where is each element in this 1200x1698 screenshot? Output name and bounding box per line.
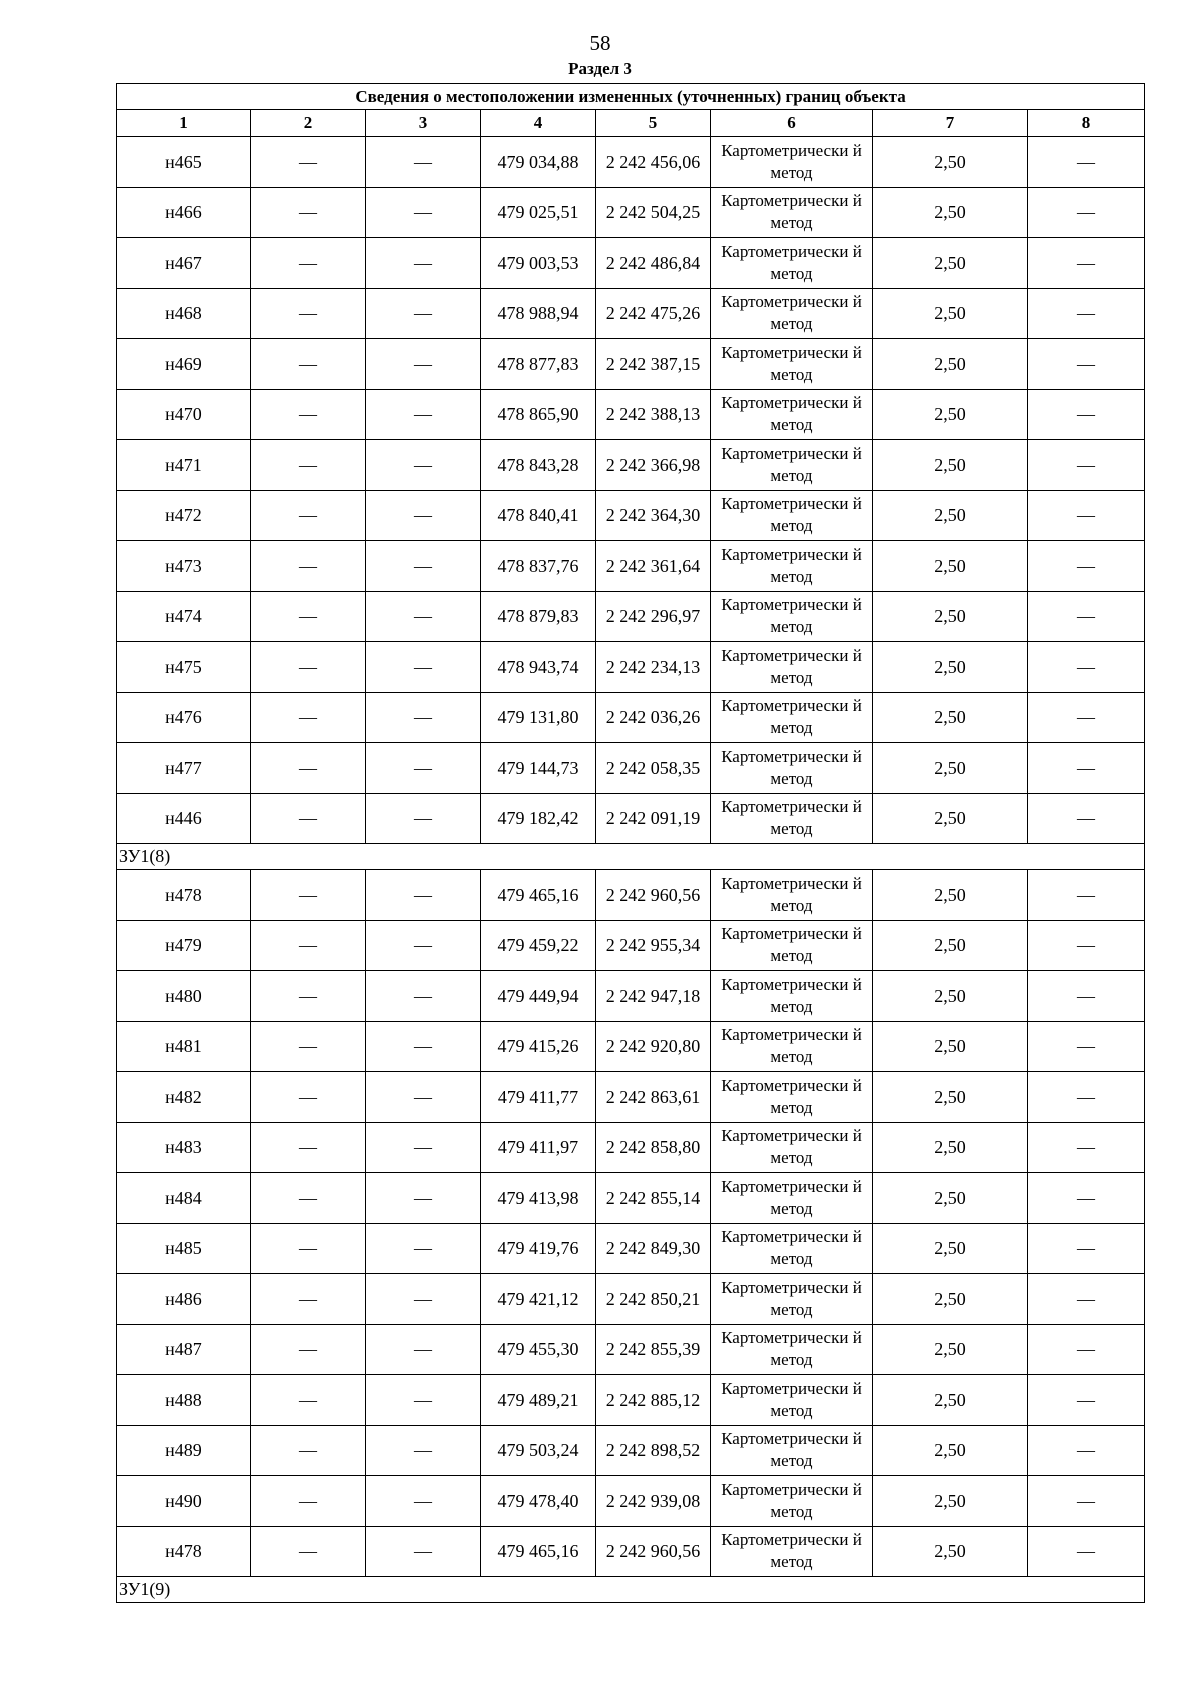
y-coordinate-cell: 2 242 387,15 <box>596 339 711 390</box>
dash-cell: — <box>251 238 366 289</box>
accuracy-cell: 2,50 <box>873 1072 1028 1123</box>
dash-cell: — <box>1028 1526 1145 1577</box>
dash-cell: — <box>1028 288 1145 339</box>
dash-cell: — <box>366 1274 481 1325</box>
column-header: 6 <box>711 110 873 137</box>
dash-cell: — <box>1028 743 1145 794</box>
point-id-cell: н446 <box>117 793 251 844</box>
dash-cell: — <box>1028 187 1145 238</box>
table-caption: Сведения о местоположении измененных (уточненных) границ объекта <box>117 84 1145 110</box>
dash-cell: — <box>251 743 366 794</box>
dash-cell: — <box>366 389 481 440</box>
point-id-cell: н468 <box>117 288 251 339</box>
table-row <box>117 1021 1145 1072</box>
dash-cell: — <box>1028 1173 1145 1224</box>
method-cell: Картометрически й метод <box>711 692 873 743</box>
table-row <box>117 389 1145 440</box>
table-row <box>117 1425 1145 1476</box>
dash-cell: — <box>366 440 481 491</box>
dash-cell: — <box>366 238 481 289</box>
table-row <box>117 238 1145 289</box>
accuracy-cell: 2,50 <box>873 591 1028 642</box>
y-coordinate-cell: 2 242 504,25 <box>596 187 711 238</box>
x-coordinate-cell: 479 478,40 <box>481 1476 596 1527</box>
table-row <box>117 137 1145 188</box>
method-cell: Картометрически й метод <box>711 1425 873 1476</box>
dash-cell: — <box>366 1375 481 1426</box>
dash-cell: — <box>366 870 481 921</box>
accuracy-cell: 2,50 <box>873 339 1028 390</box>
y-coordinate-cell: 2 242 855,39 <box>596 1324 711 1375</box>
y-coordinate-cell: 2 242 366,98 <box>596 440 711 491</box>
accuracy-cell: 2,50 <box>873 288 1028 339</box>
column-header: 3 <box>366 110 481 137</box>
x-coordinate-cell: 479 489,21 <box>481 1375 596 1426</box>
dash-cell: — <box>251 187 366 238</box>
method-cell: Картометрически й метод <box>711 187 873 238</box>
method-cell: Картометрически й метод <box>711 793 873 844</box>
y-coordinate-cell: 2 242 456,06 <box>596 137 711 188</box>
dash-cell: — <box>1028 238 1145 289</box>
point-id-cell: н475 <box>117 642 251 693</box>
y-coordinate-cell: 2 242 885,12 <box>596 1375 711 1426</box>
dash-cell: — <box>1028 971 1145 1022</box>
dash-cell: — <box>251 389 366 440</box>
column-header: 4 <box>481 110 596 137</box>
x-coordinate-cell: 479 411,77 <box>481 1072 596 1123</box>
table-body <box>117 137 1145 1603</box>
dash-cell: — <box>366 288 481 339</box>
dash-cell: — <box>366 1072 481 1123</box>
x-coordinate-cell: 479 025,51 <box>481 187 596 238</box>
dash-cell: — <box>366 1476 481 1527</box>
dash-cell: — <box>251 920 366 971</box>
x-coordinate-cell: 479 465,16 <box>481 870 596 921</box>
table-row <box>117 1223 1145 1274</box>
accuracy-cell: 2,50 <box>873 1274 1028 1325</box>
y-coordinate-cell: 2 242 898,52 <box>596 1425 711 1476</box>
x-coordinate-cell: 479 413,98 <box>481 1173 596 1224</box>
x-coordinate-cell: 478 879,83 <box>481 591 596 642</box>
dash-cell: — <box>251 1324 366 1375</box>
method-cell: Картометрически й метод <box>711 1122 873 1173</box>
column-header: 8 <box>1028 110 1145 137</box>
method-cell: Картометрически й метод <box>711 642 873 693</box>
method-cell: Картометрически й метод <box>711 1476 873 1527</box>
table-row <box>117 692 1145 743</box>
dash-cell: — <box>1028 490 1145 541</box>
x-coordinate-cell: 479 182,42 <box>481 793 596 844</box>
dash-cell: — <box>251 971 366 1022</box>
point-id-cell: н485 <box>117 1223 251 1274</box>
accuracy-cell: 2,50 <box>873 642 1028 693</box>
page-number: 58 <box>589 31 611 55</box>
accuracy-cell: 2,50 <box>873 1324 1028 1375</box>
table-row <box>117 339 1145 390</box>
accuracy-cell: 2,50 <box>873 490 1028 541</box>
point-id-cell: н488 <box>117 1375 251 1426</box>
point-id-cell: н465 <box>117 137 251 188</box>
point-id-cell: н478 <box>117 1526 251 1577</box>
dash-cell: — <box>366 1324 481 1375</box>
dash-cell: — <box>1028 692 1145 743</box>
group-label: ЗУ1(8) <box>117 844 1145 870</box>
point-id-cell: н486 <box>117 1274 251 1325</box>
dash-cell: — <box>251 1122 366 1173</box>
y-coordinate-cell: 2 242 939,08 <box>596 1476 711 1527</box>
method-cell: Картометрически й метод <box>711 870 873 921</box>
x-coordinate-cell: 478 865,90 <box>481 389 596 440</box>
dash-cell: — <box>251 339 366 390</box>
column-header: 2 <box>251 110 366 137</box>
y-coordinate-cell: 2 242 858,80 <box>596 1122 711 1173</box>
x-coordinate-cell: 478 843,28 <box>481 440 596 491</box>
method-cell: Картометрически й метод <box>711 339 873 390</box>
group-label: ЗУ1(9) <box>117 1577 1145 1603</box>
dash-cell: — <box>1028 1021 1145 1072</box>
dash-cell: — <box>1028 1072 1145 1123</box>
dash-cell: — <box>1028 793 1145 844</box>
point-id-cell: н478 <box>117 870 251 921</box>
x-coordinate-cell: 479 411,97 <box>481 1122 596 1173</box>
x-coordinate-cell: 479 421,12 <box>481 1274 596 1325</box>
y-coordinate-cell: 2 242 036,26 <box>596 692 711 743</box>
y-coordinate-cell: 2 242 960,56 <box>596 870 711 921</box>
dash-cell: — <box>366 743 481 794</box>
column-header: 1 <box>117 110 251 137</box>
dash-cell: — <box>366 1425 481 1476</box>
method-cell: Картометрически й метод <box>711 743 873 794</box>
section-title: Раздел 3 <box>568 59 632 78</box>
method-cell: Картометрически й метод <box>711 440 873 491</box>
accuracy-cell: 2,50 <box>873 920 1028 971</box>
dash-cell: — <box>1028 389 1145 440</box>
accuracy-cell: 2,50 <box>873 1173 1028 1224</box>
y-coordinate-cell: 2 242 855,14 <box>596 1173 711 1224</box>
y-coordinate-cell: 2 242 960,56 <box>596 1526 711 1577</box>
point-id-cell: н467 <box>117 238 251 289</box>
method-cell: Картометрически й метод <box>711 1274 873 1325</box>
point-id-cell: н487 <box>117 1324 251 1375</box>
dash-cell: — <box>366 1122 481 1173</box>
dash-cell: — <box>1028 339 1145 390</box>
table-row <box>117 1324 1145 1375</box>
accuracy-cell: 2,50 <box>873 440 1028 491</box>
accuracy-cell: 2,50 <box>873 1223 1028 1274</box>
method-cell: Картометрически й метод <box>711 1173 873 1224</box>
dash-cell: — <box>1028 1324 1145 1375</box>
table-row <box>117 591 1145 642</box>
table-row <box>117 870 1145 921</box>
x-coordinate-cell: 479 131,80 <box>481 692 596 743</box>
y-coordinate-cell: 2 242 361,64 <box>596 541 711 592</box>
accuracy-cell: 2,50 <box>873 1375 1028 1426</box>
x-coordinate-cell: 479 034,88 <box>481 137 596 188</box>
point-id-cell: н477 <box>117 743 251 794</box>
dash-cell: — <box>251 692 366 743</box>
method-cell: Картометрически й метод <box>711 591 873 642</box>
y-coordinate-cell: 2 242 475,26 <box>596 288 711 339</box>
dash-cell: — <box>366 971 481 1022</box>
dash-cell: — <box>366 1021 481 1072</box>
accuracy-cell: 2,50 <box>873 1021 1028 1072</box>
dash-cell: — <box>366 541 481 592</box>
x-coordinate-cell: 479 503,24 <box>481 1425 596 1476</box>
table-row <box>117 541 1145 592</box>
y-coordinate-cell: 2 242 955,34 <box>596 920 711 971</box>
dash-cell: — <box>1028 870 1145 921</box>
dash-cell: — <box>1028 1223 1145 1274</box>
dash-cell: — <box>251 642 366 693</box>
accuracy-cell: 2,50 <box>873 743 1028 794</box>
table-row <box>117 1122 1145 1173</box>
point-id-cell: н469 <box>117 339 251 390</box>
point-id-cell: н471 <box>117 440 251 491</box>
method-cell: Картометрически й метод <box>711 288 873 339</box>
table-row <box>117 642 1145 693</box>
table-row <box>117 440 1145 491</box>
method-cell: Картометрически й метод <box>711 1021 873 1072</box>
x-coordinate-cell: 478 877,83 <box>481 339 596 390</box>
dash-cell: — <box>366 793 481 844</box>
dash-cell: — <box>1028 1425 1145 1476</box>
accuracy-cell: 2,50 <box>873 1526 1028 1577</box>
caption-row <box>117 84 1145 110</box>
accuracy-cell: 2,50 <box>873 238 1028 289</box>
method-cell: Картометрически й метод <box>711 971 873 1022</box>
dash-cell: — <box>251 1425 366 1476</box>
point-id-cell: н490 <box>117 1476 251 1527</box>
dash-cell: — <box>251 1173 366 1224</box>
point-id-cell: н489 <box>117 1425 251 1476</box>
group-label-row <box>117 1577 1145 1603</box>
method-cell: Картометрически й метод <box>711 389 873 440</box>
dash-cell: — <box>251 1526 366 1577</box>
dash-cell: — <box>1028 1375 1145 1426</box>
dash-cell: — <box>251 870 366 921</box>
y-coordinate-cell: 2 242 388,13 <box>596 389 711 440</box>
method-cell: Картометрически й метод <box>711 1526 873 1577</box>
boundary-coordinates-table <box>116 83 1145 1603</box>
point-id-cell: н480 <box>117 971 251 1022</box>
method-cell: Картометрически й метод <box>711 1375 873 1426</box>
accuracy-cell: 2,50 <box>873 692 1028 743</box>
dash-cell: — <box>366 692 481 743</box>
accuracy-cell: 2,50 <box>873 793 1028 844</box>
column-number-row <box>117 110 1145 137</box>
dash-cell: — <box>366 642 481 693</box>
table-row <box>117 187 1145 238</box>
column-header: 5 <box>596 110 711 137</box>
x-coordinate-cell: 479 419,76 <box>481 1223 596 1274</box>
y-coordinate-cell: 2 242 091,19 <box>596 793 711 844</box>
group-label-row <box>117 844 1145 870</box>
column-header: 7 <box>873 110 1028 137</box>
point-id-cell: н484 <box>117 1173 251 1224</box>
method-cell: Картометрически й метод <box>711 490 873 541</box>
dash-cell: — <box>366 1526 481 1577</box>
x-coordinate-cell: 479 003,53 <box>481 238 596 289</box>
y-coordinate-cell: 2 242 920,80 <box>596 1021 711 1072</box>
dash-cell: — <box>251 288 366 339</box>
dash-cell: — <box>366 1173 481 1224</box>
table-row <box>117 971 1145 1022</box>
x-coordinate-cell: 478 943,74 <box>481 642 596 693</box>
y-coordinate-cell: 2 242 296,97 <box>596 591 711 642</box>
dash-cell: — <box>251 1375 366 1426</box>
point-id-cell: н466 <box>117 187 251 238</box>
point-id-cell: н472 <box>117 490 251 541</box>
dash-cell: — <box>366 490 481 541</box>
y-coordinate-cell: 2 242 849,30 <box>596 1223 711 1274</box>
method-cell: Картометрически й метод <box>711 541 873 592</box>
dash-cell: — <box>366 187 481 238</box>
dash-cell: — <box>366 339 481 390</box>
accuracy-cell: 2,50 <box>873 187 1028 238</box>
dash-cell: — <box>366 137 481 188</box>
point-id-cell: н474 <box>117 591 251 642</box>
accuracy-cell: 2,50 <box>873 1425 1028 1476</box>
method-cell: Картометрически й метод <box>711 238 873 289</box>
x-coordinate-cell: 478 840,41 <box>481 490 596 541</box>
dash-cell: — <box>1028 541 1145 592</box>
dash-cell: — <box>251 541 366 592</box>
table-row <box>117 288 1145 339</box>
point-id-cell: н473 <box>117 541 251 592</box>
x-coordinate-cell: 478 988,94 <box>481 288 596 339</box>
method-cell: Картометрически й метод <box>711 1072 873 1123</box>
method-cell: Картометрически й метод <box>711 1223 873 1274</box>
dash-cell: — <box>251 591 366 642</box>
x-coordinate-cell: 479 144,73 <box>481 743 596 794</box>
accuracy-cell: 2,50 <box>873 870 1028 921</box>
table-row <box>117 1526 1145 1577</box>
dash-cell: — <box>1028 920 1145 971</box>
point-id-cell: н483 <box>117 1122 251 1173</box>
accuracy-cell: 2,50 <box>873 389 1028 440</box>
dash-cell: — <box>251 137 366 188</box>
table-row <box>117 490 1145 541</box>
accuracy-cell: 2,50 <box>873 1122 1028 1173</box>
y-coordinate-cell: 2 242 850,21 <box>596 1274 711 1325</box>
x-coordinate-cell: 479 415,26 <box>481 1021 596 1072</box>
x-coordinate-cell: 479 455,30 <box>481 1324 596 1375</box>
dash-cell: — <box>251 490 366 541</box>
table-row <box>117 1274 1145 1325</box>
dash-cell: — <box>1028 1122 1145 1173</box>
table-row <box>117 743 1145 794</box>
dash-cell: — <box>1028 642 1145 693</box>
point-id-cell: н470 <box>117 389 251 440</box>
dash-cell: — <box>1028 591 1145 642</box>
dash-cell: — <box>251 1072 366 1123</box>
accuracy-cell: 2,50 <box>873 541 1028 592</box>
table-row <box>117 920 1145 971</box>
point-id-cell: н481 <box>117 1021 251 1072</box>
x-coordinate-cell: 478 837,76 <box>481 541 596 592</box>
table-row <box>117 1476 1145 1527</box>
accuracy-cell: 2,50 <box>873 1476 1028 1527</box>
y-coordinate-cell: 2 242 486,84 <box>596 238 711 289</box>
dash-cell: — <box>1028 1274 1145 1325</box>
dash-cell: — <box>251 1274 366 1325</box>
table-row <box>117 1072 1145 1123</box>
y-coordinate-cell: 2 242 058,35 <box>596 743 711 794</box>
accuracy-cell: 2,50 <box>873 137 1028 188</box>
dash-cell: — <box>251 1223 366 1274</box>
dash-cell: — <box>1028 440 1145 491</box>
y-coordinate-cell: 2 242 234,13 <box>596 642 711 693</box>
dash-cell: — <box>1028 1476 1145 1527</box>
dash-cell: — <box>1028 137 1145 188</box>
y-coordinate-cell: 2 242 947,18 <box>596 971 711 1022</box>
dash-cell: — <box>366 591 481 642</box>
y-coordinate-cell: 2 242 364,30 <box>596 490 711 541</box>
method-cell: Картометрически й метод <box>711 920 873 971</box>
x-coordinate-cell: 479 465,16 <box>481 1526 596 1577</box>
method-cell: Картометрически й метод <box>711 137 873 188</box>
method-cell: Картометрически й метод <box>711 1324 873 1375</box>
point-id-cell: н482 <box>117 1072 251 1123</box>
table-row <box>117 1173 1145 1224</box>
table-row <box>117 1375 1145 1426</box>
point-id-cell: н476 <box>117 692 251 743</box>
dash-cell: — <box>251 793 366 844</box>
dash-cell: — <box>366 1223 481 1274</box>
dash-cell: — <box>366 920 481 971</box>
table-row <box>117 793 1145 844</box>
x-coordinate-cell: 479 459,22 <box>481 920 596 971</box>
point-id-cell: н479 <box>117 920 251 971</box>
dash-cell: — <box>251 440 366 491</box>
y-coordinate-cell: 2 242 863,61 <box>596 1072 711 1123</box>
accuracy-cell: 2,50 <box>873 971 1028 1022</box>
x-coordinate-cell: 479 449,94 <box>481 971 596 1022</box>
dash-cell: — <box>251 1021 366 1072</box>
dash-cell: — <box>251 1476 366 1527</box>
